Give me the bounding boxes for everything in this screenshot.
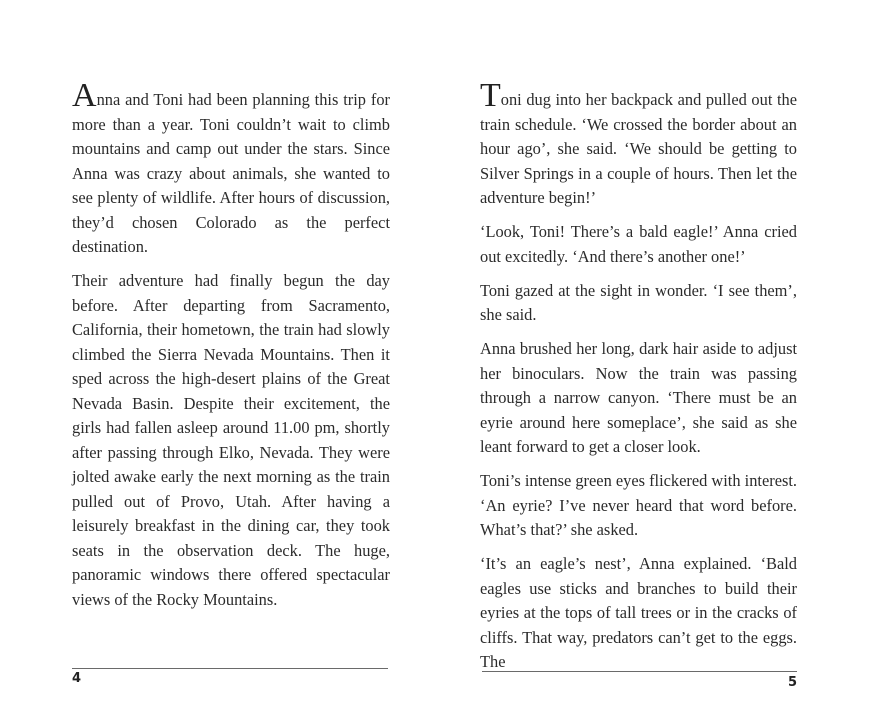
paragraph: ‘Look, Toni! There’s a bald eagle!’ Anna cried out excitedly. ‘And there’s another one!’: [480, 222, 797, 266]
left-text-column: [72, 77, 390, 622]
paragraph-text: oni dug into her backpack and pulled out the train schedule. ‘We crossed the border about an hour ago’, she said. ‘We should be getting to Silver Springs in a couple of hours. Then let the adventure begin!’: [480, 90, 797, 207]
footer-rule: [482, 671, 797, 672]
paragraph: [72, 77, 390, 260]
paragraph: [480, 77, 797, 211]
paragraph: Their adventure had finally begun the day before. After departing from Sacramento, California, their hometown, the train had slowly climbed the Sierra Nevada Mountains. Then it sped across the high-desert plains of the Great Nevada Basin. Despite their excitement, the girls had fallen asleep around 11.00 pm, shortly after passing through Elko, Nevada. They were jolted awake early the next morning as the train pulled out of Provo, Utah. After having a leisurely breakfast in the dining car, they took seats in the observation deck. The huge, panoramic windows there offered spectacular views of the Rocky Mountains.: [72, 271, 390, 609]
page-number: 5: [787, 675, 797, 690]
paragraph: Toni’s intense green eyes flickered with interest. ‘An eyrie? I’ve never heard that word before. What’s that?’ she asked.: [480, 471, 797, 539]
right-text-column: [480, 77, 797, 684]
drop-cap: A: [72, 77, 97, 114]
paragraph: Toni gazed at the sight in wonder. ‘I see them’, she said.: [480, 280, 797, 324]
right-page: [435, 0, 870, 721]
drop-cap: T: [480, 77, 501, 114]
page-number: 4: [72, 671, 82, 686]
paragraph: Anna brushed her long, dark hair aside to adjust her binoculars. Now the train was passing through a narrow canyon. ‘There must be an eyrie around here someplace’, she said as she leant forward to get a closer look.: [480, 339, 797, 456]
footer-rule: [72, 668, 388, 669]
paragraph-text: nna and Toni had been planning this trip for more than a year. Toni couldn’t wait to climb mountains and camp out under the stars. Since Anna was crazy about animals, she wanted to see plenty of wildlife. After hours of discussion, they’d chosen Colorado as the perfect destination.: [72, 90, 390, 256]
paragraph: ‘It’s an eagle’s nest’, Anna explained. ‘Bald eagles use sticks and branches to build their eyries at the tops of tall trees or in the cracks of cliffs. That way, predators can’t get to the eggs. The: [480, 554, 797, 671]
